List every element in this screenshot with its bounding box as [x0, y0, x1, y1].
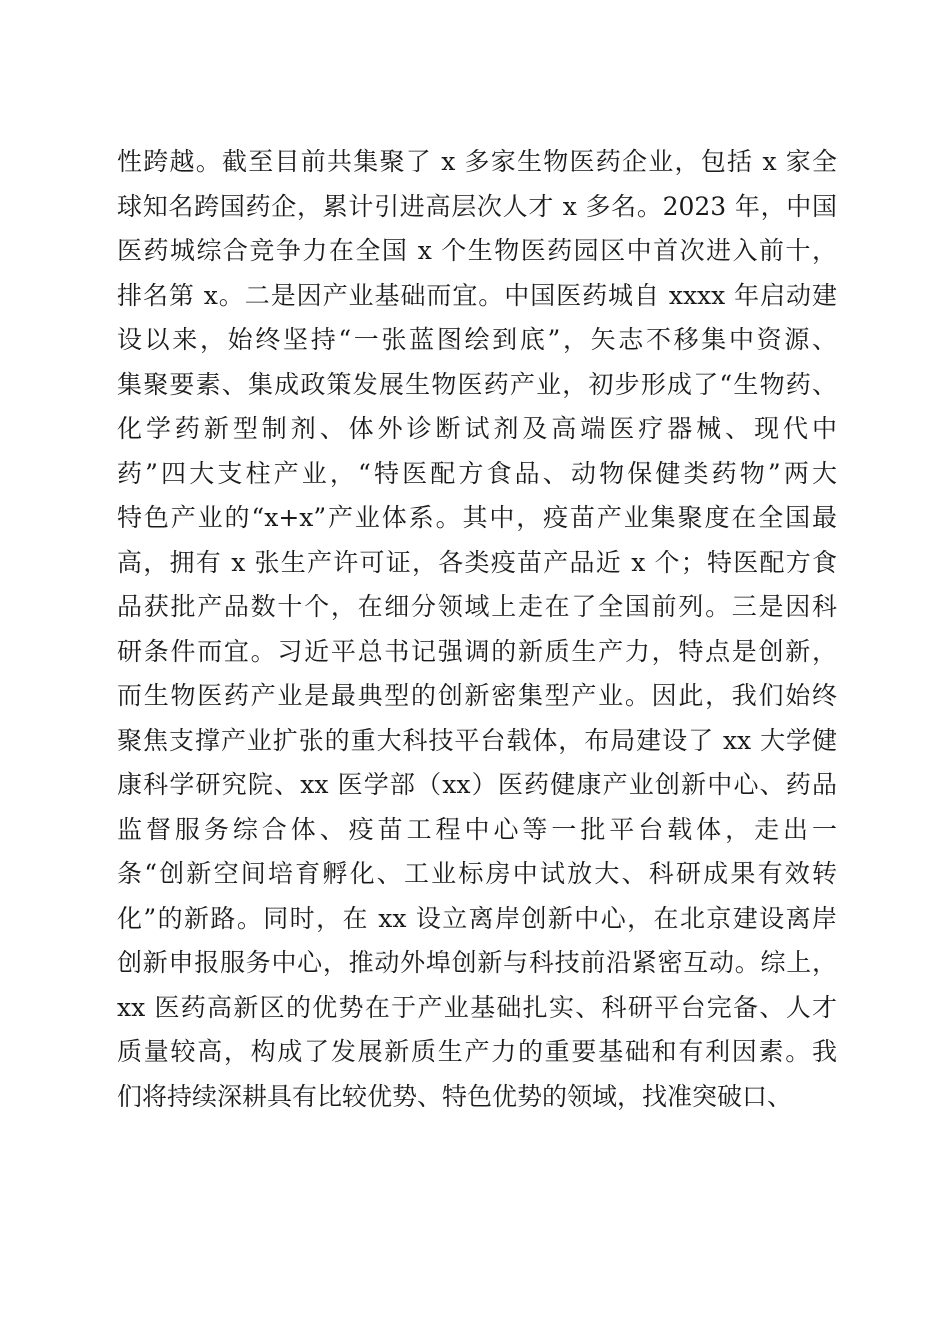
text-line: 球知名跨国药企，累计引进高层次人才 x 多名。2023 年，中国 [117, 191, 837, 221]
text-line: 设以来，始终坚持“一张蓝图绘到底”，矢志不移集中资源、 [117, 325, 837, 354]
text-line: 质量较高，构成了发展新质生产力的重要基础和有利因素。我 [117, 1037, 837, 1066]
text-line: 化”的新路。同时，在 xx 设立离岸创新中心，在北京建设离岸 [117, 903, 837, 933]
text-line: 高，拥有 x 张生产许可证，各类疫苗产品近 x 个；特医配方食 [117, 547, 837, 577]
text-line: 聚焦支撑产业扩张的重大科技平台载体，布局建设了 xx 大学健 [117, 725, 837, 755]
text-line: 特色产业的“x+x”产业体系。其中，疫苗产业集聚度在全国最 [117, 503, 837, 532]
text-line: xx 医药高新区的优势在于产业基础扎实、科研平台完备、人才 [117, 992, 837, 1022]
text-line: 康科学研究院、xx 医学部（xx）医药健康产业创新中心、药品 [117, 770, 837, 799]
text-line: 药”四大支柱产业，“特医配方食品、动物保健类药物”两大 [117, 458, 837, 488]
text-line: 品获批产品数十个，在细分领域上走在了全国前列。三是因科 [117, 592, 837, 621]
text-line: 医药城综合竞争力在全国 x 个生物医药园区中首次进入前十， [117, 236, 837, 265]
text-line: 条“创新空间培育孵化、工业标房中试放大、科研成果有效转 [117, 859, 837, 888]
body-text [117, 140, 837, 1119]
text-line: 集聚要素、集成政策发展生物医药产业，初步形成了“生物药、 [117, 369, 837, 399]
text-line: 排名第 x。二是因产业基础而宜。中国医药城自 xxxx 年启动建 [117, 280, 837, 310]
text-line: 化学药新型制剂、体外诊断试剂及高端医疗器械、现代中 [117, 414, 837, 443]
text-line: 创新申报服务中心，推动外埠创新与科技前沿紧密互动。综上， [117, 948, 837, 977]
text-line: 们将持续深耕具有比较优势、特色优势的领域，找准突破口、 [117, 1081, 793, 1111]
text-line: 性跨越。截至目前共集聚了 x 多家生物医药企业，包括 x 家全 [117, 147, 837, 176]
text-line: 监督服务综合体、疫苗工程中心等一批平台载体，走出一 [117, 814, 837, 844]
text-line: 而生物医药产业是最典型的创新密集型产业。因此，我们始终 [117, 681, 837, 710]
text-line: 研条件而宜。习近平总书记强调的新质生产力，特点是创新， [117, 636, 837, 666]
